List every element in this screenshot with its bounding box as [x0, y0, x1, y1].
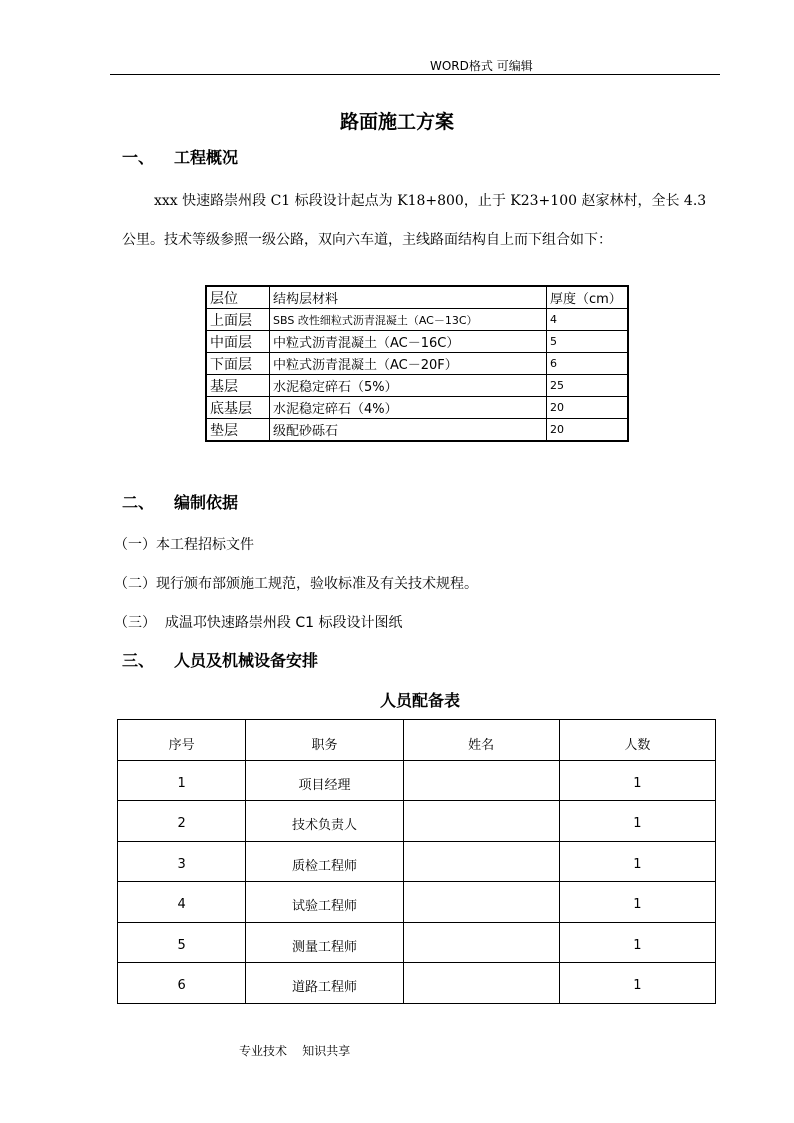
row-number: 1	[118, 760, 246, 801]
staff-allocation-table	[117, 719, 716, 1004]
basis-item-1: （一）本工程招标文件	[114, 537, 254, 553]
basis-item-2: （二）现行颁布部颁施工规范，验收标准及有关技术规程。	[114, 576, 478, 592]
position: 道路工程师	[246, 963, 403, 1004]
person-name	[403, 801, 559, 842]
layer-name: 中面层	[206, 331, 270, 353]
table-row	[118, 882, 716, 923]
pavement-structure-table	[205, 285, 629, 442]
table-row	[118, 801, 716, 842]
headcount: 1	[559, 882, 715, 923]
layer-name: 下面层	[206, 353, 270, 375]
headcount: 1	[559, 841, 715, 882]
position: 技术负责人	[246, 801, 403, 842]
section-2-title: 编制依据	[174, 493, 239, 512]
header-cell: 层位	[206, 286, 270, 309]
document-title: 路面施工方案	[339, 111, 454, 133]
header-cell: 结构层材料	[270, 286, 547, 309]
person-name	[403, 882, 559, 923]
row-number: 2	[118, 801, 246, 842]
layer-thickness: 20	[547, 419, 629, 442]
table-row	[118, 841, 716, 882]
section-2-number: 二、	[122, 493, 155, 512]
layer-material: 水泥稳定碎石（5%）	[270, 375, 547, 397]
section-3-number: 三、	[122, 651, 155, 670]
headcount: 1	[559, 760, 715, 801]
layer-thickness: 25	[547, 375, 629, 397]
table-row	[118, 922, 716, 963]
basis-item-3: （三） 成温邛快速路崇州段 C1 标段设计图纸	[114, 615, 403, 631]
staff-table-title: 人员配备表	[379, 691, 460, 710]
header-cell: 序号	[118, 720, 246, 761]
layer-name: 上面层	[206, 309, 270, 331]
position: 测量工程师	[246, 922, 403, 963]
table-row	[118, 963, 716, 1004]
layer-material: 水泥稳定碎石（4%）	[270, 397, 547, 419]
layer-name: 基层	[206, 375, 270, 397]
table-header-row	[206, 286, 628, 309]
page-header: WORD格式 可编辑	[430, 59, 533, 73]
person-name	[403, 760, 559, 801]
headcount: 1	[559, 963, 715, 1004]
section-3-heading	[122, 648, 318, 671]
table-row	[206, 397, 628, 419]
layer-material: 中粒式沥青混凝土（AC－16C）	[270, 331, 547, 353]
header-cell: 厚度（cm）	[547, 286, 629, 309]
header-divider	[110, 74, 720, 75]
overview-line-1: xxx 快速路崇州段 C1 标段设计起点为 K18+800，止于 K23+100 赵家林村，全长 4.3	[154, 193, 707, 209]
section-1-title: 工程概况	[174, 148, 239, 167]
layer-thickness: 20	[547, 397, 629, 419]
layer-thickness: 5	[547, 331, 629, 353]
layer-thickness: 4	[547, 309, 629, 331]
headcount: 1	[559, 801, 715, 842]
table-row	[206, 353, 628, 375]
person-name	[403, 841, 559, 882]
person-name	[403, 963, 559, 1004]
section-1-number: 一、	[122, 148, 155, 167]
layer-material: SBS 改性细粒式沥青混凝土（AC－13C）	[270, 309, 547, 331]
row-number: 5	[118, 922, 246, 963]
table-header-row	[118, 720, 716, 761]
table-row	[206, 309, 628, 331]
headcount: 1	[559, 922, 715, 963]
layer-material: 中粒式沥青混凝土（AC－20F）	[270, 353, 547, 375]
header-cell: 职务	[246, 720, 403, 761]
layer-material: 级配砂砾石	[270, 419, 547, 442]
table-row	[118, 760, 716, 801]
table-row	[206, 331, 628, 353]
position: 项目经理	[246, 760, 403, 801]
layer-thickness: 6	[547, 353, 629, 375]
row-number: 3	[118, 841, 246, 882]
table-row	[206, 375, 628, 397]
section-1-heading	[122, 145, 238, 168]
row-number: 6	[118, 963, 246, 1004]
table-row	[206, 419, 628, 442]
header-cell: 人数	[559, 720, 715, 761]
section-2-heading	[122, 490, 238, 513]
layer-name: 垫层	[206, 419, 270, 442]
section-3-title: 人员及机械设备安排	[174, 651, 319, 670]
layer-name: 底基层	[206, 397, 270, 419]
row-number: 4	[118, 882, 246, 923]
header-cell: 姓名	[403, 720, 559, 761]
person-name	[403, 922, 559, 963]
position: 试验工程师	[246, 882, 403, 923]
overview-line-2: 公里。技术等级参照一级公路，双向六车道，主线路面结构自上而下组合如下：	[122, 232, 612, 248]
position: 质检工程师	[246, 841, 403, 882]
page-footer: 专业技术 知识共享	[239, 1044, 351, 1058]
